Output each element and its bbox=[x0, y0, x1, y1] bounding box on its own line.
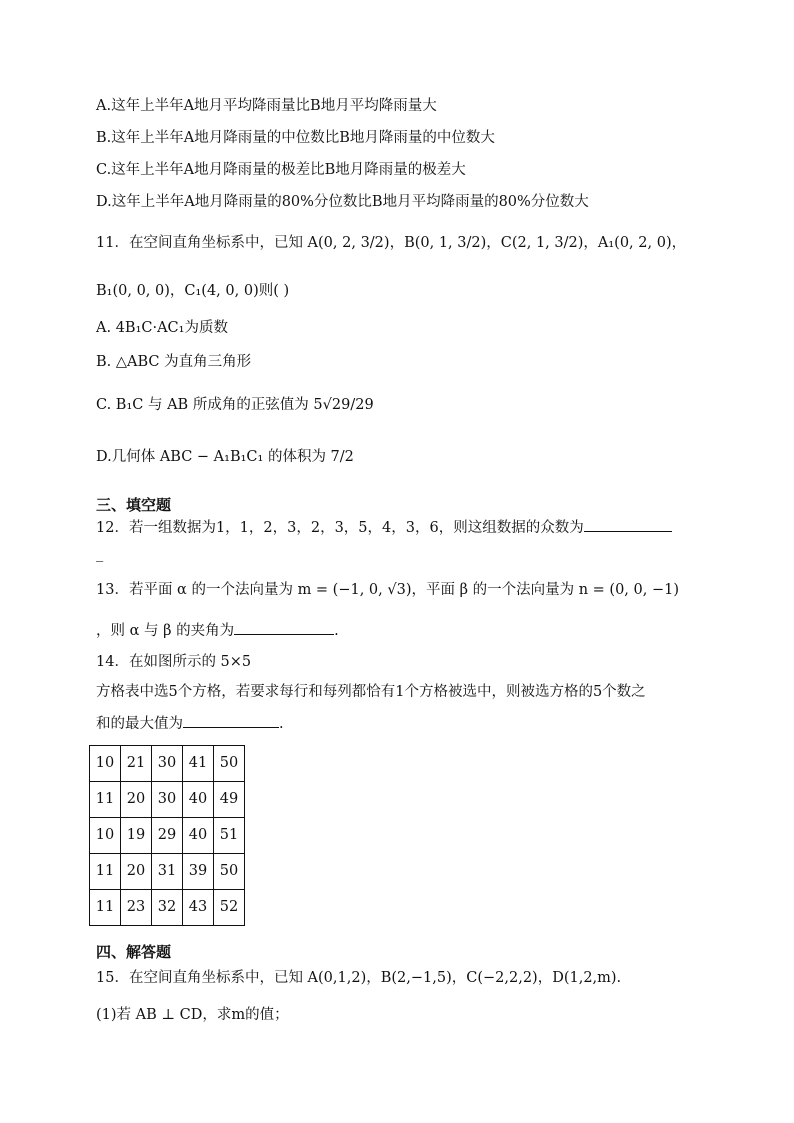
grid-cell: 21 bbox=[121, 746, 152, 782]
q13-stem-line1: 13．若平面 α 的一个法向量为 m = (−1, 0, √3)，平面 β 的一个法向量为 n = (0, 0, −1) bbox=[96, 582, 679, 598]
section-heading-fill-in: 三、填空题 bbox=[96, 496, 172, 514]
grid-cell: 11 bbox=[90, 782, 121, 818]
grid-cell: 52 bbox=[214, 890, 245, 926]
grid-cell: 31 bbox=[152, 854, 183, 890]
q13-end: . bbox=[334, 623, 339, 639]
q14-stem-line3 bbox=[96, 713, 284, 734]
q13-stem-line2 bbox=[96, 620, 339, 641]
q12-stem bbox=[96, 517, 672, 538]
q10-option-b: B.这年上半年A地月降雨量的中位数比B地月降雨量的中位数大 bbox=[96, 130, 495, 146]
grid-cell: 29 bbox=[152, 818, 183, 854]
grid-cell: 10 bbox=[90, 818, 121, 854]
grid-cell: 30 bbox=[152, 782, 183, 818]
grid-cell: 23 bbox=[121, 890, 152, 926]
q14-end: . bbox=[279, 716, 284, 732]
grid-cell: 30 bbox=[152, 746, 183, 782]
grid-cell: 11 bbox=[90, 854, 121, 890]
q11-option-c: C. B₁C 与 AB 所成角的正弦值为 5√29/29 bbox=[96, 397, 374, 413]
grid-cell: 19 bbox=[121, 818, 152, 854]
q10-option-d: D.这年上半年A地月降雨量的80%分位数比B地月平均降雨量的80%分位数大 bbox=[96, 194, 589, 210]
table-row bbox=[90, 818, 245, 854]
grid-cell: 51 bbox=[214, 818, 245, 854]
grid-cell: 40 bbox=[183, 818, 214, 854]
grid-cell: 11 bbox=[90, 890, 121, 926]
grid-cell: 43 bbox=[183, 890, 214, 926]
grid-cell: 49 bbox=[214, 782, 245, 818]
q12-text: 12．若一组数据为1，1，2，3，2，3，5，4，3，6，则这组数据的众数为 bbox=[96, 520, 584, 536]
q11-option-d: D.几何体 ABC − A₁B₁C₁ 的体积为 7/2 bbox=[96, 449, 354, 465]
grid-cell: 10 bbox=[90, 746, 121, 782]
q12-tail: _ bbox=[96, 546, 104, 562]
table-row bbox=[90, 890, 245, 926]
q15-stem-line1: 15．在空间直角坐标系中，已知 A(0,1,2)，B(2,−1,5)，C(−2,2,2)，D(1,2,m). bbox=[96, 970, 622, 986]
section-heading-answer: 四、解答题 bbox=[96, 943, 172, 961]
q14-answer-blank bbox=[183, 713, 279, 728]
q14-text: 和的最大值为 bbox=[96, 716, 183, 732]
q14-stem-line2: 方格表中选5个方格，若要求每行和每列都恰有1个方格被选中，则被选方格的5个数之 bbox=[96, 684, 646, 700]
q11-stem-line1: 11．在空间直角坐标系中，已知 A(0, 2, 3/2)，B(0, 1, 3/2)，C(2, 1, 3/2)，A₁(0, 2, 0)， bbox=[96, 235, 687, 251]
number-grid-table bbox=[89, 745, 245, 926]
q13-text: ，则 α 与 β 的夹角为 bbox=[96, 623, 235, 639]
table-row bbox=[90, 854, 245, 890]
q11-stem-line2: B₁(0, 0, 0)，C₁(4, 0, 0)则( ) bbox=[96, 283, 290, 299]
grid-cell: 41 bbox=[183, 746, 214, 782]
grid-cell: 20 bbox=[121, 782, 152, 818]
q11-option-b: B. △ABC 为直角三角形 bbox=[96, 354, 252, 370]
table-row bbox=[90, 746, 245, 782]
grid-cell: 50 bbox=[214, 746, 245, 782]
q13-answer-blank bbox=[234, 620, 334, 635]
grid-cell: 20 bbox=[121, 854, 152, 890]
grid-cell: 39 bbox=[183, 854, 214, 890]
table-row bbox=[90, 782, 245, 818]
q11-option-a: A. 4B₁C·AC₁为质数 bbox=[96, 320, 228, 336]
grid-cell: 40 bbox=[183, 782, 214, 818]
q14-stem-line1: 14．在如图所示的 5×5 bbox=[96, 654, 252, 670]
q15-part1: (1)若 AB ⊥ CD，求m的值； bbox=[96, 1007, 289, 1023]
q10-option-c: C.这年上半年A地月降雨量的极差比B地月降雨量的极差大 bbox=[96, 162, 466, 178]
q10-option-a: A.这年上半年A地月平均降雨量比B地月平均降雨量大 bbox=[96, 98, 437, 114]
grid-cell: 32 bbox=[152, 890, 183, 926]
q12-answer-blank bbox=[584, 517, 672, 532]
grid-cell: 50 bbox=[214, 854, 245, 890]
